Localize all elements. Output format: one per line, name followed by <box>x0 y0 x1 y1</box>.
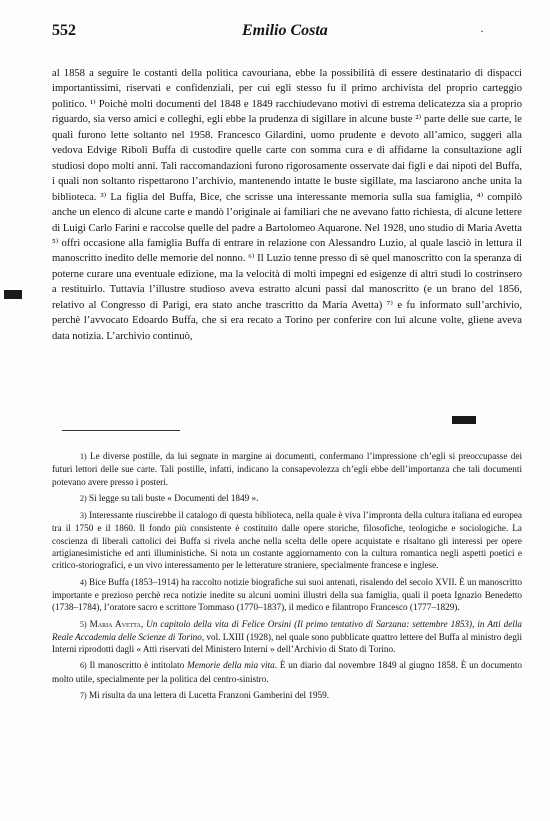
footnote-title: Un capitolo della vita di Felice Orsini (Il primo tentativo di Sarzana: settembre 1853), in Atti della Reale Accademia delle Scienze di Torino <box>52 618 522 642</box>
footnote-number: 4) <box>80 577 87 587</box>
footnote-4 <box>52 576 522 614</box>
footnote-text: Interessante riuscirebbe il catalogo di questa biblioteca, nella quale è viva l’impronta della cultura italiana ed europea tra il 1750 e il 1860. Il fondo più consistente è costituito dalle opere storiche, filosofiche, teologiche e sociologiche. La coscienza di liberali cattolici dei Buffa si rivela anche nella scelta delle opere acquistate e risaltano gli interessi per opere artigianesimistiche ed anti illuministiche. Si nota un costante aggiornamento con la cultura romantica negli aspetti poetici e critico-storiografici, e un vivo interessamento per le letterature straniere, specialmente francese e inglese. <box>52 510 522 571</box>
footnote-6 <box>52 659 522 685</box>
footnote-text: Mi risulta da una lettera di Lucetta Franzoni Gamberini del 1959. <box>88 690 330 701</box>
footnote-1 <box>52 450 522 488</box>
margin-mark <box>4 290 22 299</box>
footnote-text: Il manoscritto è intitolato <box>89 660 188 671</box>
footnote-number: 5) <box>80 619 87 629</box>
footnote-text: , vol. LXIII (1928), nel quale sono pubblicate quattro lettere del Buffa al ministro degli Interni riprodotti dagli « Atti riservati del Ministero Interni » dell’Archivio di Stato di Torino. <box>52 631 522 655</box>
footnote-number: 6) <box>80 661 87 671</box>
footnote-number: 1) <box>80 452 87 461</box>
main-paragraph: al 1858 a seguire le costanti della politica cavouriana, ebbe la possibilità di essere destinatario di dispacci importantissimi, riservati e confidenziali, per cui egli stesso fu il primo archivista del proprio carteggio politico. ¹⁾ Poichè molti documenti del 1848 e 1849 racchiudevano motivi di estrema delicatezza sia a proprio riguardo, sia verso amici e colleghi, egli ebbe la prudenza di sigillare in alcune buste ²⁾ parte delle sue carte, le quali furono lette soltanto nel 1958. Francesco Gilardini, uomo prudente e devoto all’amico, suggerì alla vedova Edvige Riboli Buffa di custodire quelle carte con somma cura e di affidarne la consultazione agli studiosi dopo molti anni. Tali raccomandazioni furono rigorosamente osservate dai figli e dai nipoti del Buffa, i quali non soltanto rispettarono l’archivio, mantenendo intatte le buste sigillate, ma lasciarono anche unita la biblioteca. ³⁾ La figlia del Buffa, Bice, che scrisse una interessante memoria sulla sua famiglia, ⁴⁾ compilò anche un elenco di alcune carte e mandò l’originale ai familiari che ne avevano fatto richiesta, di alcune lettere di Luigi Carlo Farini e raccolse quelle del padre a Bartolomeo Aquarone. Nel 1928, uno studio di Maria Avetta ⁵⁾ offrì occasione alla famiglia Buffa di entrare in relazione con Alessandro Luzio, al quale lasciò in lettura il manoscritto inedito delle memorie del nonno. ⁶⁾ Il Luzio tenne presso di sè quel manoscritto con la speranza di poterne curare una eventuale edizione, ma la velocità di molti impegni ed esigenze di altri studi lo costrinsero a restituirlo. Tuttavia l’illustre studioso aveva estratto alcuni passi dal manoscritto (e un brano del 1856, relativo al Congresso di Parigi, era stato anche trascritto da Maria Avetta) ⁷⁾ e fu informato sull’archivio, perchè l’avvocato Edoardo Buffa, che si era recato a Torino per conferire con lui alcune volte, gliene aveva data notizia. L’archivio continuò, <box>52 68 522 342</box>
footnote-7 <box>52 689 522 702</box>
footnote-author: Maria Avetta <box>89 618 141 629</box>
footnote-2 <box>52 492 522 505</box>
footnote-number: 2) <box>80 493 87 503</box>
page-number: 552 <box>52 22 76 39</box>
running-head: Emilio Costa <box>242 22 328 39</box>
footnote-text: Si legge su tali buste « Documenti del 1849 ». <box>88 492 259 503</box>
footnote-text: Le diverse postille, da lui segnate in margine ai documenti, confermano l’impressione ch’egli si preoccupasse dei futuri lettori delle sue carte. Tali postille, infatti, indicano la consapevolezza ch’egli ebbe dell’importanza che tali documenti potevano avere presso i posteri. <box>52 451 523 487</box>
footnote-number: 3) <box>80 511 87 521</box>
footnote-title: Memorie della mia vita <box>187 660 275 671</box>
footnote-3 <box>52 509 522 571</box>
footnote-text: . È un diario dal novembre 1849 al giugno 1858. È un documento molto utile, specialmente per la politica del centro-sinistro. <box>52 660 522 684</box>
header-dot: · <box>480 24 484 38</box>
footnote-divider <box>62 430 180 431</box>
page-header <box>52 22 522 46</box>
footnote-text: Bice Buffa (1853–1914) ha raccolto notizie biografiche sui suoi antenati, risalendo del secolo XVII. È un manoscritto importante e prezioso perchè reca notizie inedite su alcuni uomini illustri della sua famiglia, quali il poeta Ignazio Benedetto (1738–1784), l’oratore sacro e scrittore Tommaso (1770–1837), il medico e filantropo Francesco (1777–1829). <box>52 576 522 613</box>
footnote-number: 7) <box>80 691 87 701</box>
footnote-5: 5) Maria Avetta, Un capitolo della vita di Felice Orsini (Il primo tentativo di Sarzana: settembre 1853), in Atti della Reale Accademia delle Scienze di Torino, vol. LXIII (1928), nel quale sono pubblicate quattro lettere del Buffa al ministro degli Interni riprodotti dagli « Atti riservati del Ministero Interni » dell’Archivio di Stato di Torino. <box>52 618 522 655</box>
ink-mark <box>452 416 476 424</box>
footnotes <box>52 450 522 706</box>
